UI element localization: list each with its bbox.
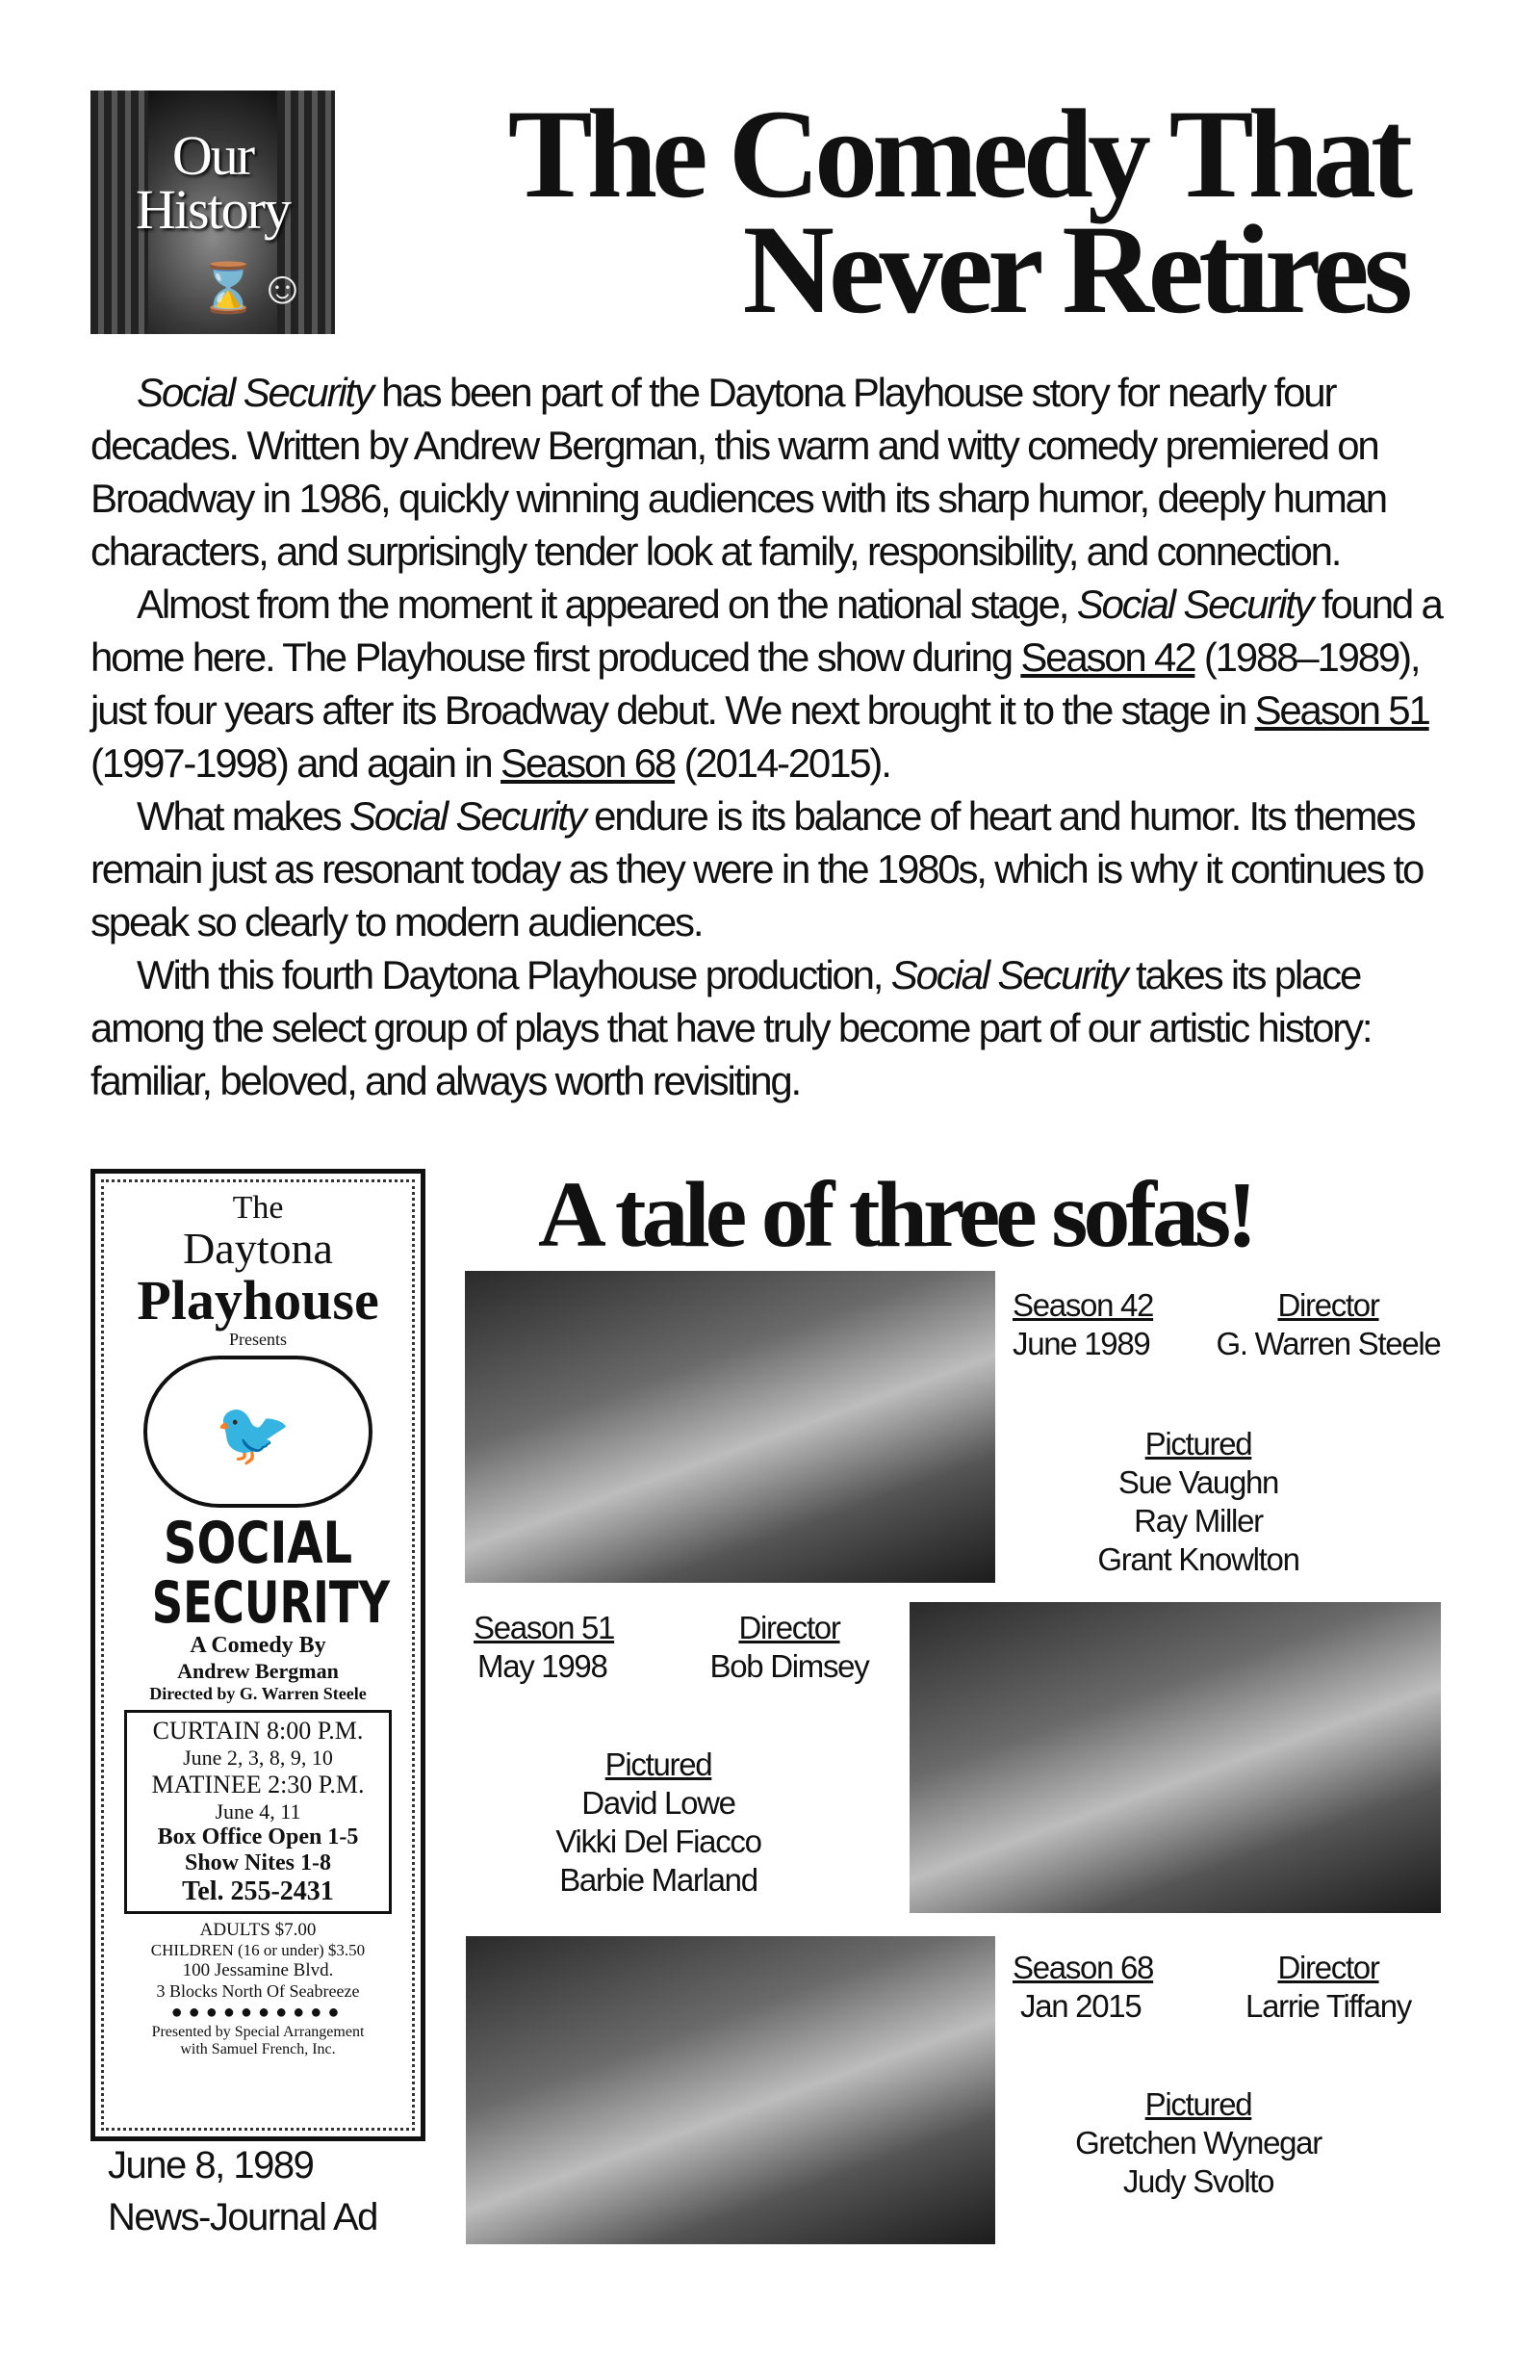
- text: (1988–1989), just four years after its Broadway debut. We next brought it to the stage in: [90, 634, 1420, 733]
- production-date: May 1998: [477, 1648, 607, 1684]
- ad-caption-source: News-Journal Ad: [108, 2196, 377, 2238]
- pictured-label: Pictured: [1144, 2086, 1252, 2122]
- paragraph-4: [90, 948, 1443, 1107]
- text: With this fourth Daytona Playhouse production,: [137, 952, 891, 997]
- ad-dates: June 2, 3, 8, 9, 10: [183, 1746, 333, 1770]
- director-name: G. Warren Steele: [1216, 1326, 1441, 1361]
- season-label: Season 68: [1013, 1950, 1154, 1985]
- ad-box-office: Box Office Open 1-5: [157, 1824, 359, 1850]
- photo-season-42: [465, 1271, 995, 1583]
- ad-daytona: Daytona: [183, 1224, 333, 1273]
- cloud-bird-illustration: [143, 1356, 372, 1508]
- play-title: Social Security: [890, 952, 1127, 997]
- text: has been part of the Daytona Playhouse story for nearly four decades. Written by Andrew Bergman, this warm and witty comedy premiered on Broadway in 1986, quickly winning audiences with its sharp humor, deeply human characters, and surprisingly tender look at family, responsibility, and connection.: [90, 370, 1386, 574]
- cast-member: Gretchen Wynegar: [1075, 2125, 1322, 2160]
- play-title: Social Security: [348, 793, 585, 839]
- ad-show-title-2: SECURITY: [151, 1569, 391, 1637]
- cast-member: Judy Svolto: [1122, 2163, 1274, 2199]
- ad-child-price: CHILDREN (16 or under) $3.50: [150, 1941, 366, 1959]
- text: (2014-2015).: [675, 740, 890, 786]
- cast-member: Vikki Del Fiacco: [555, 1824, 761, 1859]
- paragraph-2: [90, 578, 1443, 789]
- ad-playhouse: Playhouse: [137, 1269, 379, 1332]
- ad-address: 100 Jessamine Blvd.: [182, 1960, 334, 1980]
- text: found a home here. The Playhouse first produced the show during: [90, 582, 1442, 680]
- season-68-link[interactable]: Season 68: [500, 740, 676, 786]
- photo-season-51: [910, 1602, 1441, 1913]
- cast-member: David Lowe: [581, 1785, 735, 1821]
- director-label: Director: [1277, 1287, 1379, 1323]
- ad-showtimes-box: [124, 1710, 392, 1914]
- text: takes its place among the select group of plays that have truly become part of our artistic history: familiar, beloved, and always worth revisiting.: [90, 952, 1372, 1103]
- ad-show-nites: Show Nites 1-8: [184, 1850, 331, 1876]
- ad-caption-date: June 8, 1989: [108, 2144, 314, 2186]
- paragraph-1: [90, 366, 1443, 578]
- play-title: Social Security: [137, 370, 372, 415]
- text: What makes: [137, 793, 349, 839]
- ad-presents: Presents: [229, 1330, 287, 1349]
- pictured-label: Pictured: [604, 1746, 712, 1782]
- director-name: Bob Dimsey: [709, 1648, 869, 1684]
- season-label: Season 42: [1013, 1287, 1154, 1323]
- ad-presented-by: Presented by Special Arrangement: [151, 2024, 365, 2040]
- text: endure is its balance of heart and humor. Its themes remain just as resonant today as they were in the 1980s, which is why it continues to speak so clearly to modern audiences.: [90, 793, 1424, 944]
- ad-the: The: [232, 1190, 284, 1226]
- our-history-logo: [90, 91, 335, 334]
- ad-curtain: CURTAIN 8:00 P.M.: [152, 1717, 364, 1745]
- ad-show-title-1: SOCIAL: [163, 1510, 353, 1577]
- production-date: Jan 2015: [1020, 1988, 1142, 2024]
- ad-presented-by: with Samuel French, Inc.: [180, 2041, 336, 2057]
- ad-adult-price: ADULTS $7.00: [199, 1920, 317, 1940]
- logo-text: Our History: [136, 124, 290, 241]
- text: (1997-1998) and again in: [90, 740, 501, 786]
- ad-director: Directed by G. Warren Steele: [149, 1684, 367, 1703]
- director-name: Larrie Tiffany: [1245, 1988, 1411, 2024]
- season-label: Season 51: [474, 1610, 615, 1645]
- ad-matinee: MATINEE 2:30 P.M.: [151, 1771, 365, 1798]
- season-51-link[interactable]: Season 51: [1254, 687, 1429, 733]
- bird-icon: 🐦: [215, 1400, 292, 1468]
- text: Almost from the moment it appeared on the national stage,: [137, 582, 1077, 627]
- ad-dots-divider: ●●●●●●●●●●: [170, 2002, 346, 2023]
- ad-comedy-by: A Comedy By: [190, 1633, 326, 1658]
- cast-member: Grant Knowlton: [1097, 1541, 1299, 1577]
- ad-directions: 3 Blocks North Of Seabreeze: [156, 1981, 360, 2001]
- theater-mask-icon: ☺: [258, 263, 306, 314]
- director-label: Director: [1277, 1950, 1379, 1985]
- cast-member: Ray Miller: [1134, 1503, 1263, 1539]
- newspaper-ad: [90, 1169, 425, 2141]
- play-title: Social Security: [1076, 582, 1313, 627]
- season-42-link[interactable]: Season 42: [1020, 634, 1195, 680]
- pictured-label: Pictured: [1144, 1426, 1252, 1462]
- ad-phone: Tel. 255-2431: [182, 1876, 334, 1906]
- director-label: Director: [738, 1610, 840, 1645]
- article-body: [90, 366, 1443, 1107]
- hourglass-icon: ⌛: [198, 261, 259, 315]
- cast-member: Barbie Marland: [559, 1862, 757, 1898]
- ad-dates: June 4, 11: [215, 1799, 301, 1824]
- cast-member: Sue Vaughn: [1117, 1464, 1279, 1500]
- page-title-line1: The Comedy That: [507, 83, 1407, 224]
- production-date: June 1989: [1013, 1326, 1150, 1361]
- page-title-line2: Never Retires: [742, 198, 1407, 340]
- ad-author: Andrew Bergman: [177, 1659, 339, 1683]
- paragraph-3: [90, 789, 1443, 948]
- photo-season-68: [466, 1936, 995, 2244]
- section-heading: A tale of three sofas!: [538, 1163, 1253, 1267]
